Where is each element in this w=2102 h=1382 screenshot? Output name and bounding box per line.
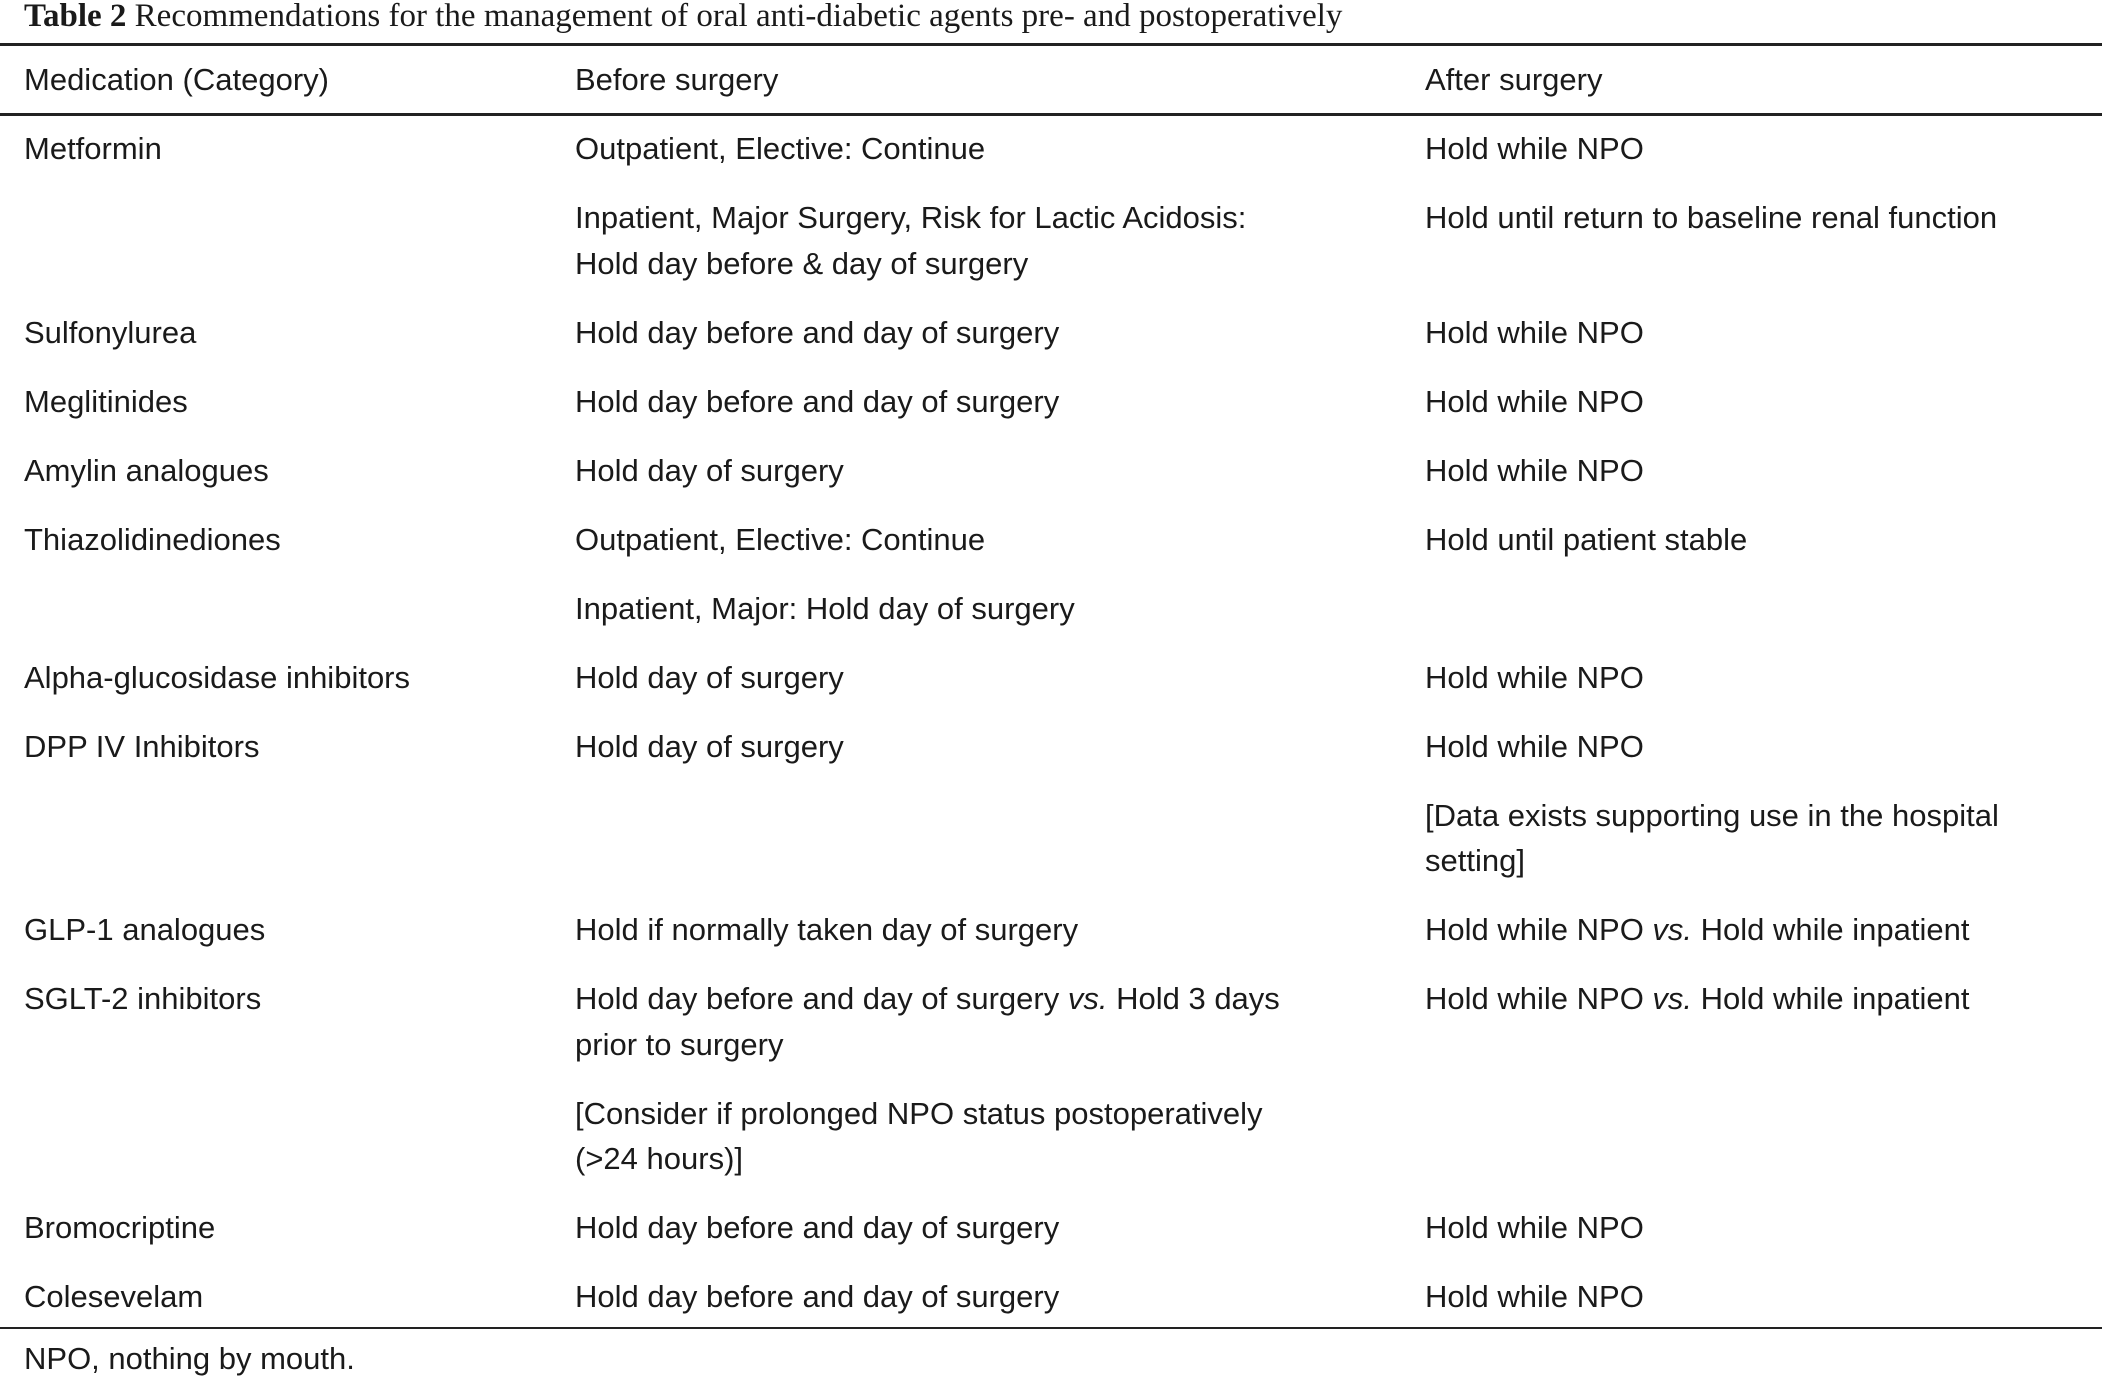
- cell-line: [575, 907, 1375, 953]
- cell-text: Hold while NPO: [1425, 131, 1644, 166]
- before-surgery-cell: [575, 1274, 1375, 1320]
- cell-paragraph: [1425, 126, 2085, 172]
- cell-line: [575, 517, 1375, 563]
- cell-paragraph: [1425, 976, 2085, 1022]
- cell-paragraph: [575, 724, 1375, 770]
- medication-cell: Alpha-glucosidase inhibitors: [24, 659, 411, 695]
- cell-line: [1425, 838, 2085, 884]
- cell-text: Hold while NPO: [1425, 452, 1644, 488]
- cell-paragraph: [575, 976, 1375, 1067]
- table-footnote: NPO, nothing by mouth.: [24, 1341, 355, 1376]
- cell-text: Hold while NPO: [1425, 659, 1644, 695]
- cell-paragraph: [575, 1205, 1375, 1251]
- cell-text: Hold if normally taken day of surgery: [575, 912, 1079, 948]
- after-surgery-cell: [1425, 907, 2085, 953]
- cell-paragraph: [575, 1274, 1375, 1320]
- cell-text: Hold day before and day of surgery: [575, 981, 1068, 1017]
- header-rule: [0, 113, 2102, 116]
- before-surgery-cell: [575, 126, 1375, 286]
- cell-text: Hold while NPO: [1425, 314, 1644, 350]
- cell-line: [1425, 195, 2085, 241]
- header-medication: Medication (Category): [24, 62, 329, 97]
- cell-text: Hold while NPO: [1425, 1279, 1644, 1315]
- cell-text: Hold day before and day of surgery: [575, 383, 1060, 419]
- cell-line: [1425, 517, 2085, 563]
- cell-line: [575, 126, 1375, 172]
- medication-cell: DPP IV Inhibitors: [24, 728, 260, 764]
- bottom-rule: [0, 1327, 2102, 1329]
- before-surgery-cell: [575, 655, 1375, 701]
- before-surgery-cell: [575, 907, 1375, 953]
- before-surgery-cell: [575, 724, 1375, 770]
- before-surgery-cell: [575, 976, 1375, 1182]
- cell-text: Inpatient, Major Surgery, Risk for Lactic Acidosis:: [575, 199, 1247, 235]
- after-surgery-cell: [1425, 379, 2085, 425]
- medication-cell: GLP-1 analogues: [24, 912, 266, 948]
- before-surgery-cell: [575, 310, 1375, 356]
- medication-cell: Amylin analogues: [24, 452, 269, 488]
- cell-text: Hold while inpatient: [1692, 981, 1970, 1017]
- cell-line: [1425, 379, 2085, 425]
- cell-line: [575, 241, 1375, 287]
- medication-cell: Meglitinides: [24, 383, 188, 419]
- cell-paragraph: [1425, 793, 2085, 884]
- cell-line: [575, 310, 1375, 356]
- cell-line: [575, 195, 1375, 241]
- before-surgery-cell: [575, 448, 1375, 494]
- italic-text: vs.: [1067, 981, 1108, 1017]
- cell-text: Hold day of surgery: [575, 659, 844, 695]
- medication-cell: Metformin: [24, 131, 162, 166]
- cell-paragraph: [575, 1091, 1375, 1182]
- medication-cell: Colesevelam: [24, 1279, 204, 1315]
- top-rule: [0, 43, 2102, 46]
- cell-line: [1425, 310, 2085, 356]
- cell-paragraph: [575, 907, 1375, 953]
- cell-line: [575, 655, 1375, 701]
- cell-text: Hold day of surgery: [575, 452, 844, 488]
- after-surgery-cell: [1425, 655, 2085, 701]
- header-after-surgery: After surgery: [1425, 62, 1603, 97]
- cell-text: Hold day before and day of surgery: [575, 1279, 1060, 1315]
- cell-line: [1425, 976, 2085, 1022]
- before-surgery-cell: [575, 517, 1375, 632]
- after-surgery-cell: [1425, 126, 2085, 241]
- table-caption: Recommendations for the management of oral anti-diabetic agents pre- and postoperatively: [126, 0, 1343, 34]
- cell-line: [575, 1091, 1375, 1137]
- cell-line: [575, 1022, 1375, 1068]
- cell-paragraph: [575, 655, 1375, 701]
- after-surgery-cell: [1425, 724, 2085, 884]
- after-surgery-cell: [1425, 976, 2085, 1022]
- cell-text: Hold while NPO: [1425, 728, 1644, 764]
- cell-text: (>24 hours)]: [575, 1141, 744, 1177]
- before-surgery-cell: [575, 379, 1375, 425]
- cell-paragraph: [1425, 724, 2085, 770]
- cell-paragraph: [1425, 310, 2085, 356]
- before-surgery-cell: [575, 1205, 1375, 1251]
- cell-line: [575, 1136, 1375, 1182]
- cell-line: [1425, 126, 2085, 172]
- cell-text: Outpatient, Elective: Continue: [575, 131, 986, 166]
- cell-text: Hold while NPO: [1425, 912, 1653, 948]
- after-surgery-cell: [1425, 517, 2085, 563]
- cell-text: [Consider if prolonged NPO status postoperatively: [575, 1095, 1263, 1131]
- cell-text: Hold day before and day of surgery: [575, 314, 1060, 350]
- cell-line: [1425, 1205, 2085, 1251]
- cell-text: Inpatient, Major: Hold day of surgery: [575, 590, 1075, 626]
- cell-text: setting]: [1425, 843, 1525, 879]
- cell-paragraph: [1425, 1205, 2085, 1251]
- cell-line: [1425, 1274, 2085, 1320]
- after-surgery-cell: [1425, 1274, 2085, 1320]
- cell-text: Hold day of surgery: [575, 728, 844, 764]
- cell-paragraph: [575, 195, 1375, 286]
- medication-cell: Sulfonylurea: [24, 314, 197, 350]
- italic-text: vs.: [1652, 981, 1693, 1017]
- cell-line: [1425, 448, 2085, 494]
- cell-text: Hold while NPO: [1425, 1210, 1644, 1246]
- after-surgery-cell: [1425, 310, 2085, 356]
- cell-text: Hold 3 days: [1107, 981, 1280, 1017]
- cell-line: [575, 724, 1375, 770]
- cell-text: Hold until return to baseline renal function: [1425, 199, 1998, 235]
- cell-line: [575, 976, 1375, 1022]
- after-surgery-cell: [1425, 448, 2085, 494]
- cell-paragraph: [575, 517, 1375, 563]
- table-label: Table 2: [24, 0, 127, 34]
- cell-paragraph: [1425, 907, 2085, 953]
- cell-line: [1425, 793, 2085, 839]
- cell-line: [575, 379, 1375, 425]
- cell-paragraph: [1425, 448, 2085, 494]
- cell-text: [Data exists supporting use in the hospital: [1425, 797, 1999, 833]
- cell-paragraph: [1425, 379, 2085, 425]
- cell-line: [1425, 907, 2085, 953]
- table-title: [24, 0, 1342, 36]
- cell-line: [575, 1274, 1375, 1320]
- cell-line: [575, 1205, 1375, 1251]
- cell-paragraph: [1425, 517, 2085, 563]
- cell-text: Hold while inpatient: [1692, 912, 1970, 948]
- cell-line: [1425, 655, 2085, 701]
- cell-text: Hold day before & day of surgery: [575, 245, 1029, 281]
- cell-paragraph: [575, 379, 1375, 425]
- cell-text: Outpatient, Elective: Continue: [575, 521, 986, 557]
- cell-text: Hold while NPO: [1425, 981, 1653, 1017]
- cell-paragraph: [575, 310, 1375, 356]
- after-surgery-cell: [1425, 1205, 2085, 1251]
- cell-paragraph: [1425, 655, 2085, 701]
- cell-paragraph: [575, 586, 1375, 632]
- cell-line: [1425, 724, 2085, 770]
- cell-text: Hold day before and day of surgery: [575, 1210, 1060, 1246]
- cell-paragraph: [1425, 1274, 2085, 1320]
- header-before-surgery: Before surgery: [575, 62, 779, 97]
- cell-paragraph: [575, 448, 1375, 494]
- cell-text: prior to surgery: [575, 1026, 784, 1062]
- cell-paragraph: [1425, 195, 2085, 241]
- cell-line: [575, 448, 1375, 494]
- cell-text: Hold until patient stable: [1425, 521, 1748, 557]
- medication-cell: Bromocriptine: [24, 1210, 216, 1246]
- cell-line: [575, 586, 1375, 632]
- medication-cell: SGLT-2 inhibitors: [24, 981, 262, 1017]
- italic-text: vs.: [1652, 912, 1693, 948]
- cell-paragraph: [575, 126, 1375, 172]
- cell-text: Hold while NPO: [1425, 383, 1644, 419]
- medication-cell: Thiazolidinediones: [24, 521, 281, 557]
